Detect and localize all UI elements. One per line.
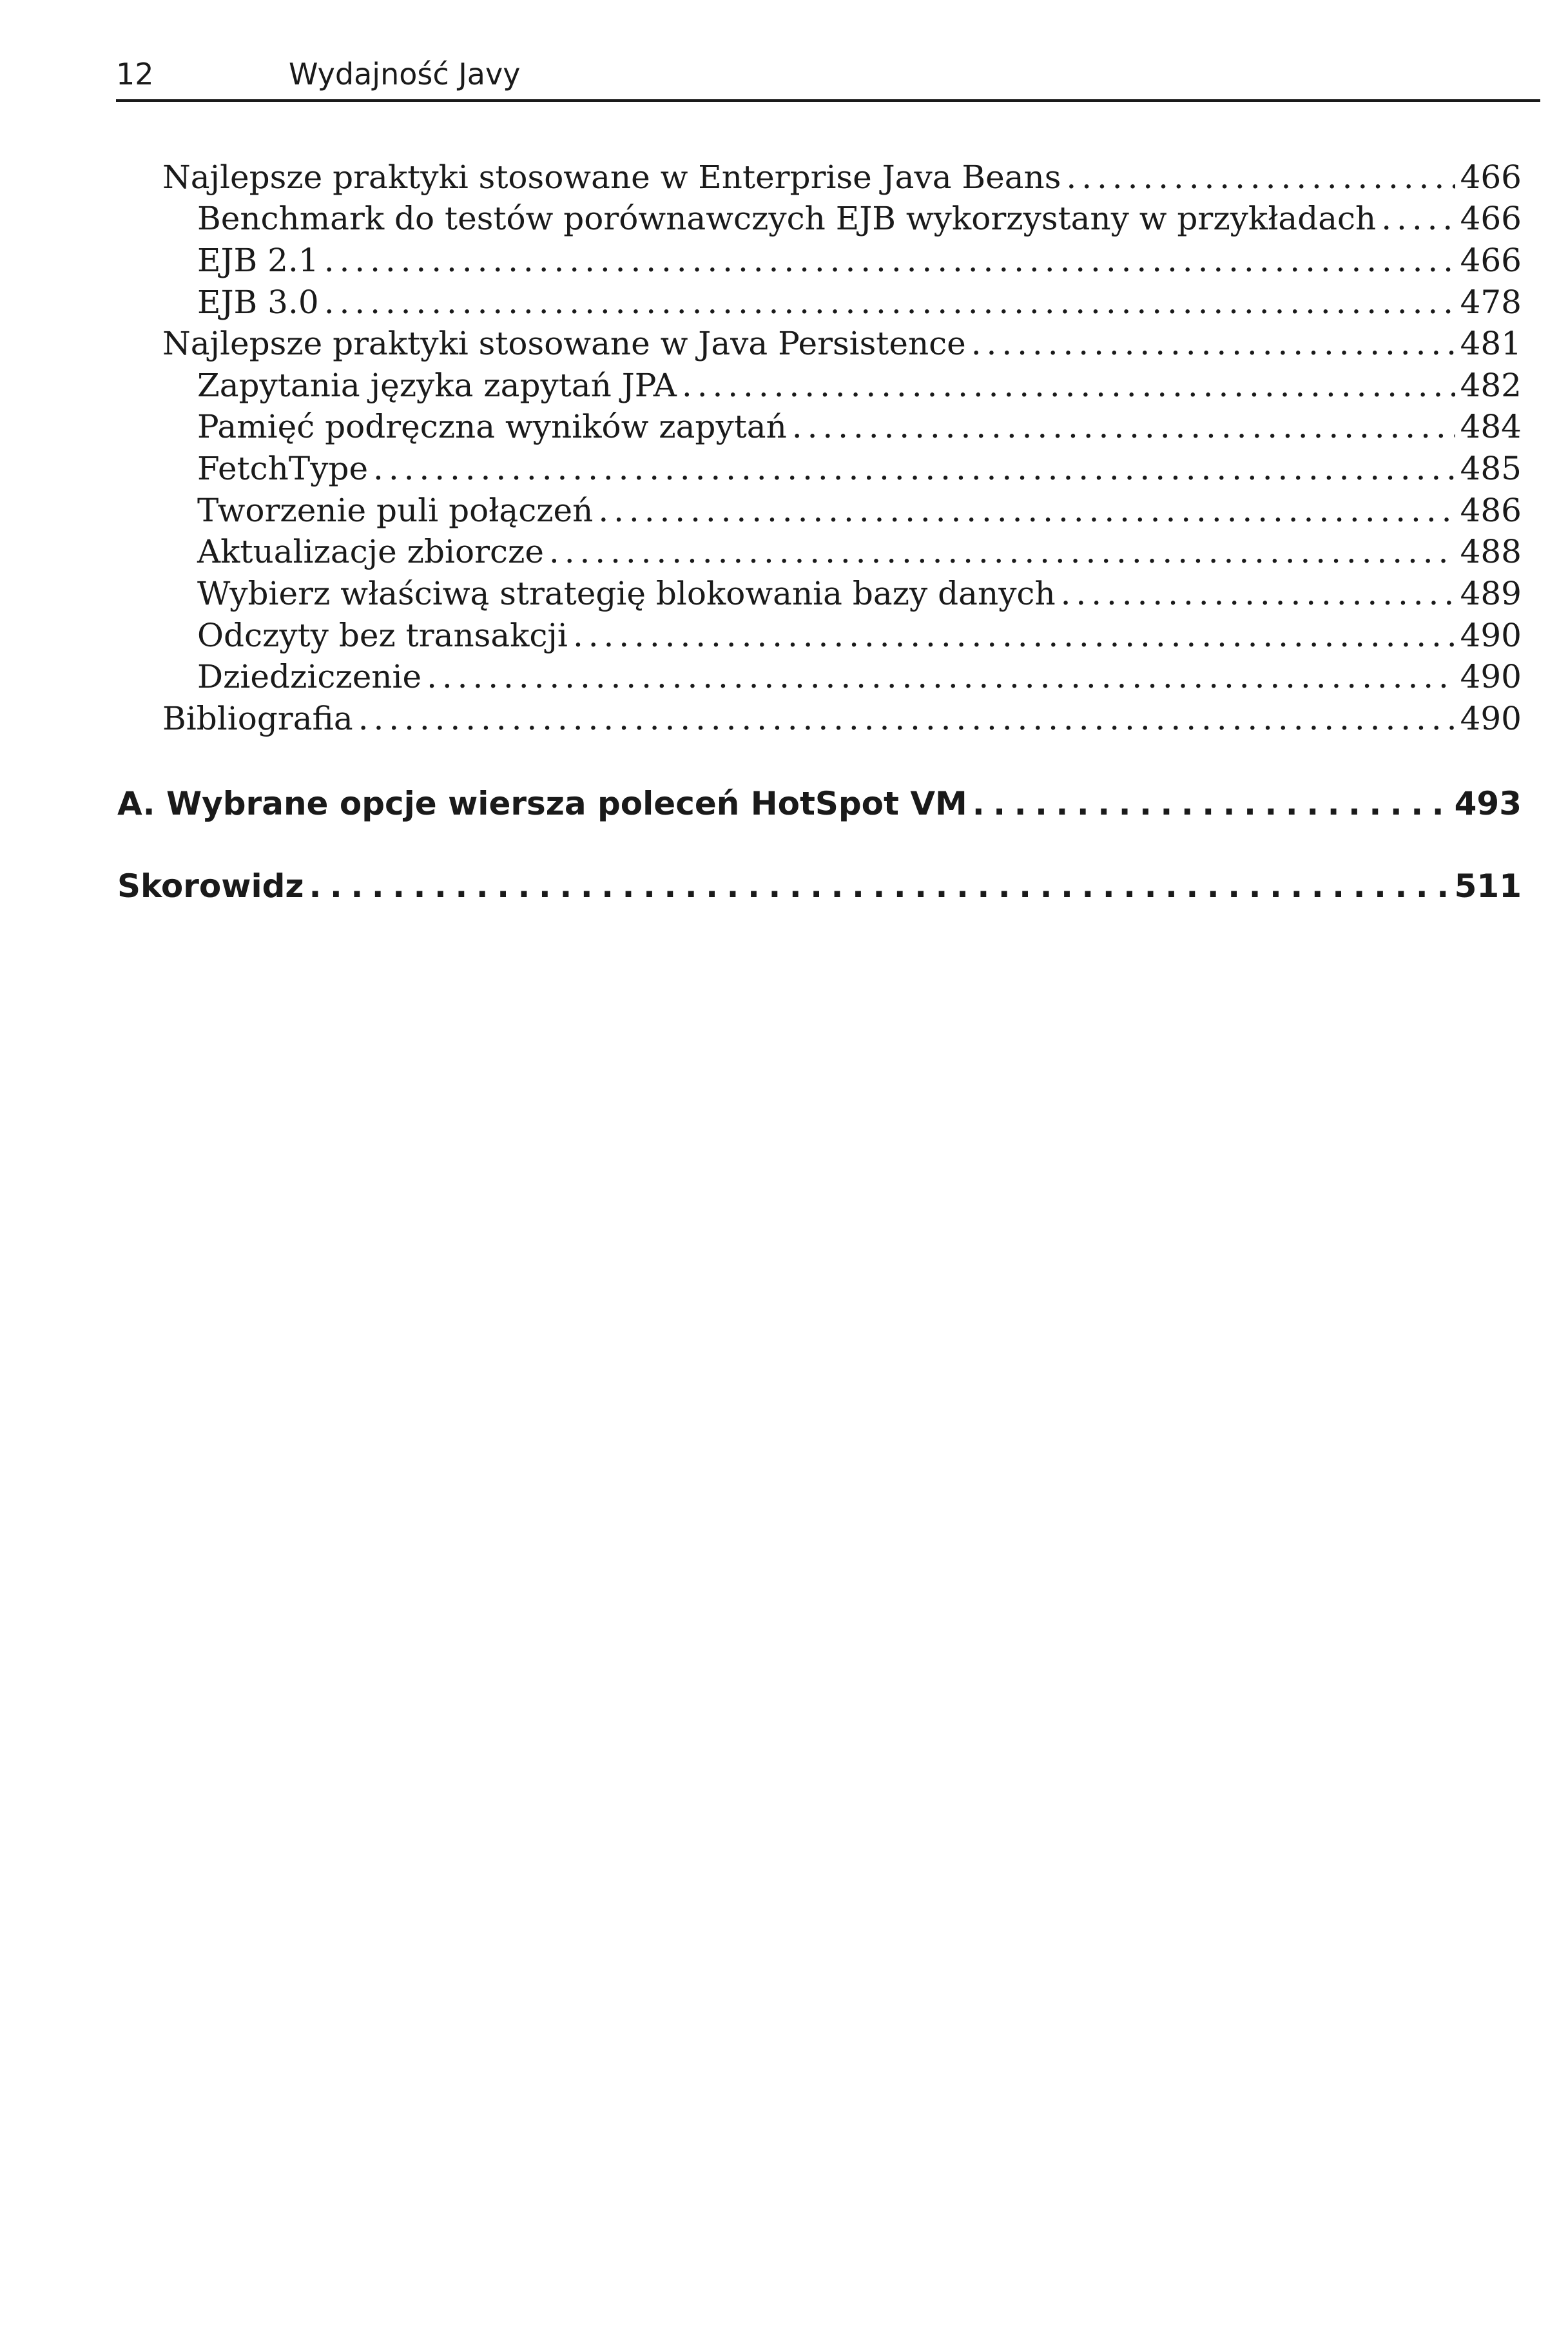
toc-chapter-label: Skorowidz <box>117 867 304 905</box>
dot-leader <box>324 242 1455 279</box>
toc-entry-label: Benchmark do testów porównawczych EJB wykorzystany w przykładach <box>197 200 1377 237</box>
toc-entry-page: 466 <box>1460 159 1522 196</box>
toc-entry <box>197 492 1522 533</box>
toc-entry-page: 482 <box>1460 367 1522 404</box>
toc-entry <box>197 617 1522 658</box>
toc-chapter <box>117 867 1522 910</box>
toc-entry-label: Aktualizacje zbiorcze <box>197 533 544 570</box>
dot-leader <box>1061 575 1455 612</box>
toc-entry <box>197 242 1522 283</box>
toc-entry-page: 466 <box>1460 200 1522 237</box>
toc-entry <box>197 658 1522 699</box>
toc-entry-page: 485 <box>1460 450 1522 487</box>
toc-entry-page: 490 <box>1460 617 1522 654</box>
toc-entry <box>197 284 1522 325</box>
toc-entry-page: 488 <box>1460 533 1522 570</box>
toc-entry-page: 481 <box>1460 325 1522 362</box>
dot-leader <box>682 367 1455 404</box>
toc-entry-label: Najlepsze praktyki stosowane w Java Persistence <box>162 325 966 362</box>
running-header <box>116 50 1540 102</box>
toc-entry <box>197 575 1522 616</box>
toc-entry-label: Tworzenie puli połączeń <box>197 492 594 529</box>
toc-entry-label: Bibliografia <box>162 700 353 737</box>
toc-entry-label: Najlepsze praktyki stosowane w Enterprise Java Beans <box>162 159 1061 196</box>
toc-entry-label: Wybierz właściwą strategię blokowania bazy danych <box>197 575 1056 612</box>
toc-entry-label: EJB 2.1 <box>197 242 319 279</box>
toc-chapter <box>117 785 1522 827</box>
dot-leader <box>427 658 1455 695</box>
toc-entry-page: 466 <box>1460 242 1522 279</box>
dot-leader <box>598 492 1455 529</box>
dot-leader <box>971 325 1455 362</box>
dot-leader <box>792 408 1455 445</box>
toc-entry-label: Zapytania języka zapytań JPA <box>197 367 677 404</box>
dot-leader <box>973 785 1449 822</box>
toc-entry-label: EJB 3.0 <box>197 284 319 321</box>
toc-entry-page: 486 <box>1460 492 1522 529</box>
toc-entry-page: 478 <box>1460 284 1522 321</box>
toc-entry-label: Pamięć podręczna wyników zapytań <box>197 408 787 445</box>
dot-leader <box>373 450 1455 487</box>
toc-entry <box>197 533 1522 574</box>
toc-entry <box>197 367 1522 408</box>
dot-leader <box>573 617 1455 654</box>
toc-entry-label: Odczyty bez transakcji <box>197 617 568 654</box>
dot-leader <box>549 533 1455 570</box>
toc-entry <box>197 200 1522 241</box>
toc-entry-page: 489 <box>1460 575 1522 612</box>
dot-leader <box>1381 200 1455 237</box>
toc-entry-label: Dziedziczenie <box>197 658 422 695</box>
toc-entry-label: FetchType <box>197 450 369 487</box>
dot-leader <box>309 867 1449 905</box>
dot-leader <box>358 700 1455 737</box>
toc-chapter-label: A. Wybrane opcje wiersza poleceń HotSpot VM <box>117 785 967 822</box>
toc-chapter-page: 493 <box>1454 785 1522 822</box>
page-number: 12 <box>116 57 154 92</box>
dot-leader <box>324 284 1455 321</box>
toc-entry <box>162 700 1522 741</box>
toc-entry <box>197 450 1522 491</box>
toc-entry-page: 490 <box>1460 700 1522 737</box>
running-title: Wydajność Javy <box>289 57 521 92</box>
dot-leader <box>1066 159 1455 196</box>
toc-entry-page: 484 <box>1460 408 1522 445</box>
toc-entry <box>162 325 1522 366</box>
toc-chapter-page: 511 <box>1454 867 1522 905</box>
toc-entry-page: 490 <box>1460 658 1522 695</box>
toc-entry <box>162 159 1522 200</box>
toc-entry <box>197 408 1522 449</box>
